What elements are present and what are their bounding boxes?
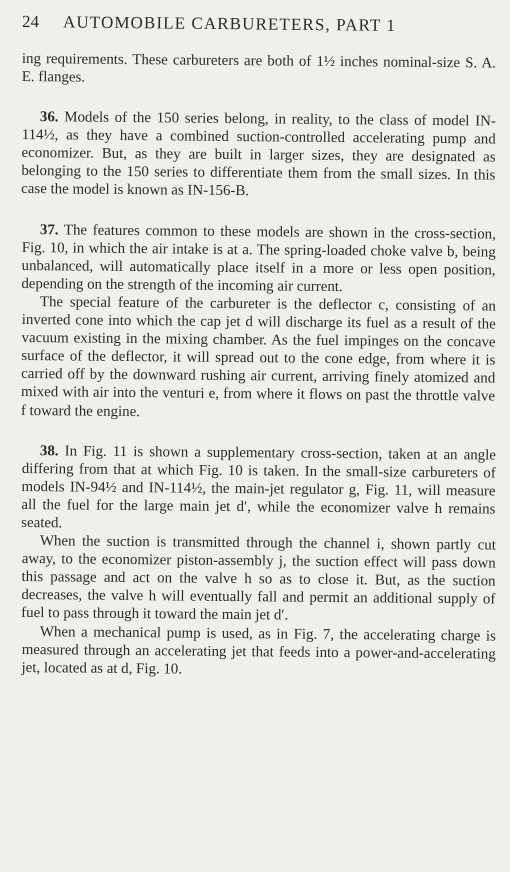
body-text <box>22 50 496 677</box>
paragraph-text: When a mechanical pump is used, as in Fig. 7, the accelerating charge is measured through an accelerating jet that feeds into a power-and-accelerating jet, located as at d, Fig. 10. <box>21 623 496 678</box>
paragraph-economizer <box>21 532 496 627</box>
running-head <box>22 12 496 51</box>
paragraph-text: The special feature of the carbureter is the deflector c, consisting of an inverted cone into which the cap jet d will discharge its fuel as a result of the vacuum existing in the mixing chamber. As the fuel impinges on the concave surface of the deflector, it will spread out to the cone edge, from where it is carried off by the downward rushing air current, arriving finely atomized and mixed with air into the venturi e, from where it flows on past the throttle valve f toward the engine. <box>20 294 496 420</box>
paragraph-continued <box>22 50 496 91</box>
section-number: 36. <box>39 109 59 126</box>
paragraph-text: In Fig. 11 is shown a supplementary cross-section, taken at an angle differing from that at which Fig. 10 is taken. In the small-size carbureters of models IN-94½ and IN-114½, the main-jet regulator g, Fig. 11, will measure all the fuel for the large main jet d′, while the economizer valve h remains seated. <box>21 443 496 532</box>
paragraph-text: ing requirements. These carbureters are both of 1½ inches nominal-size S. A. E. flanges. <box>21 50 496 86</box>
paragraph-text: Models of the 150 series belong, in reality, to the class of model IN-114½, as they have a combined suction-controlled accelerating pump and economizer. But, as they are built in larger sizes, they are designated as belonging to the 150 series to differentiate them from the small sizes. In this case the model is known as IN-156-B. <box>21 109 496 200</box>
page-number: 24 <box>21 12 40 32</box>
paragraph-section-38 <box>21 442 496 537</box>
paragraph-text: When the suction is transmitted through the channel i, shown partly cut away, to the economizer piston-assembly j, the suction effect will pass down this passage and act on the valve h so as to close it. But, as the suction decreases, the valve h will eventually fall and permit an additional supply of fuel to pass through it toward the main jet d′. <box>21 533 496 625</box>
section-number: 38. <box>39 442 59 460</box>
paragraph-section-36 <box>21 108 496 203</box>
paragraph-deflector <box>21 293 496 424</box>
paragraph-mechanical-pump <box>21 623 495 682</box>
paragraph-text: The features common to these models are shown in the cross-section, Fig. 10, in which the air intake is at a. The spring-loaded choke valve b, being unbalanced, will automatically place itself in a more or less open position, depending on the strength of the incoming air current. <box>21 222 496 296</box>
section-number: 37. <box>39 221 59 239</box>
paragraph-section-37 <box>21 221 496 298</box>
running-title: AUTOMOBILE CARBURETERS, PART 1 <box>62 12 397 35</box>
